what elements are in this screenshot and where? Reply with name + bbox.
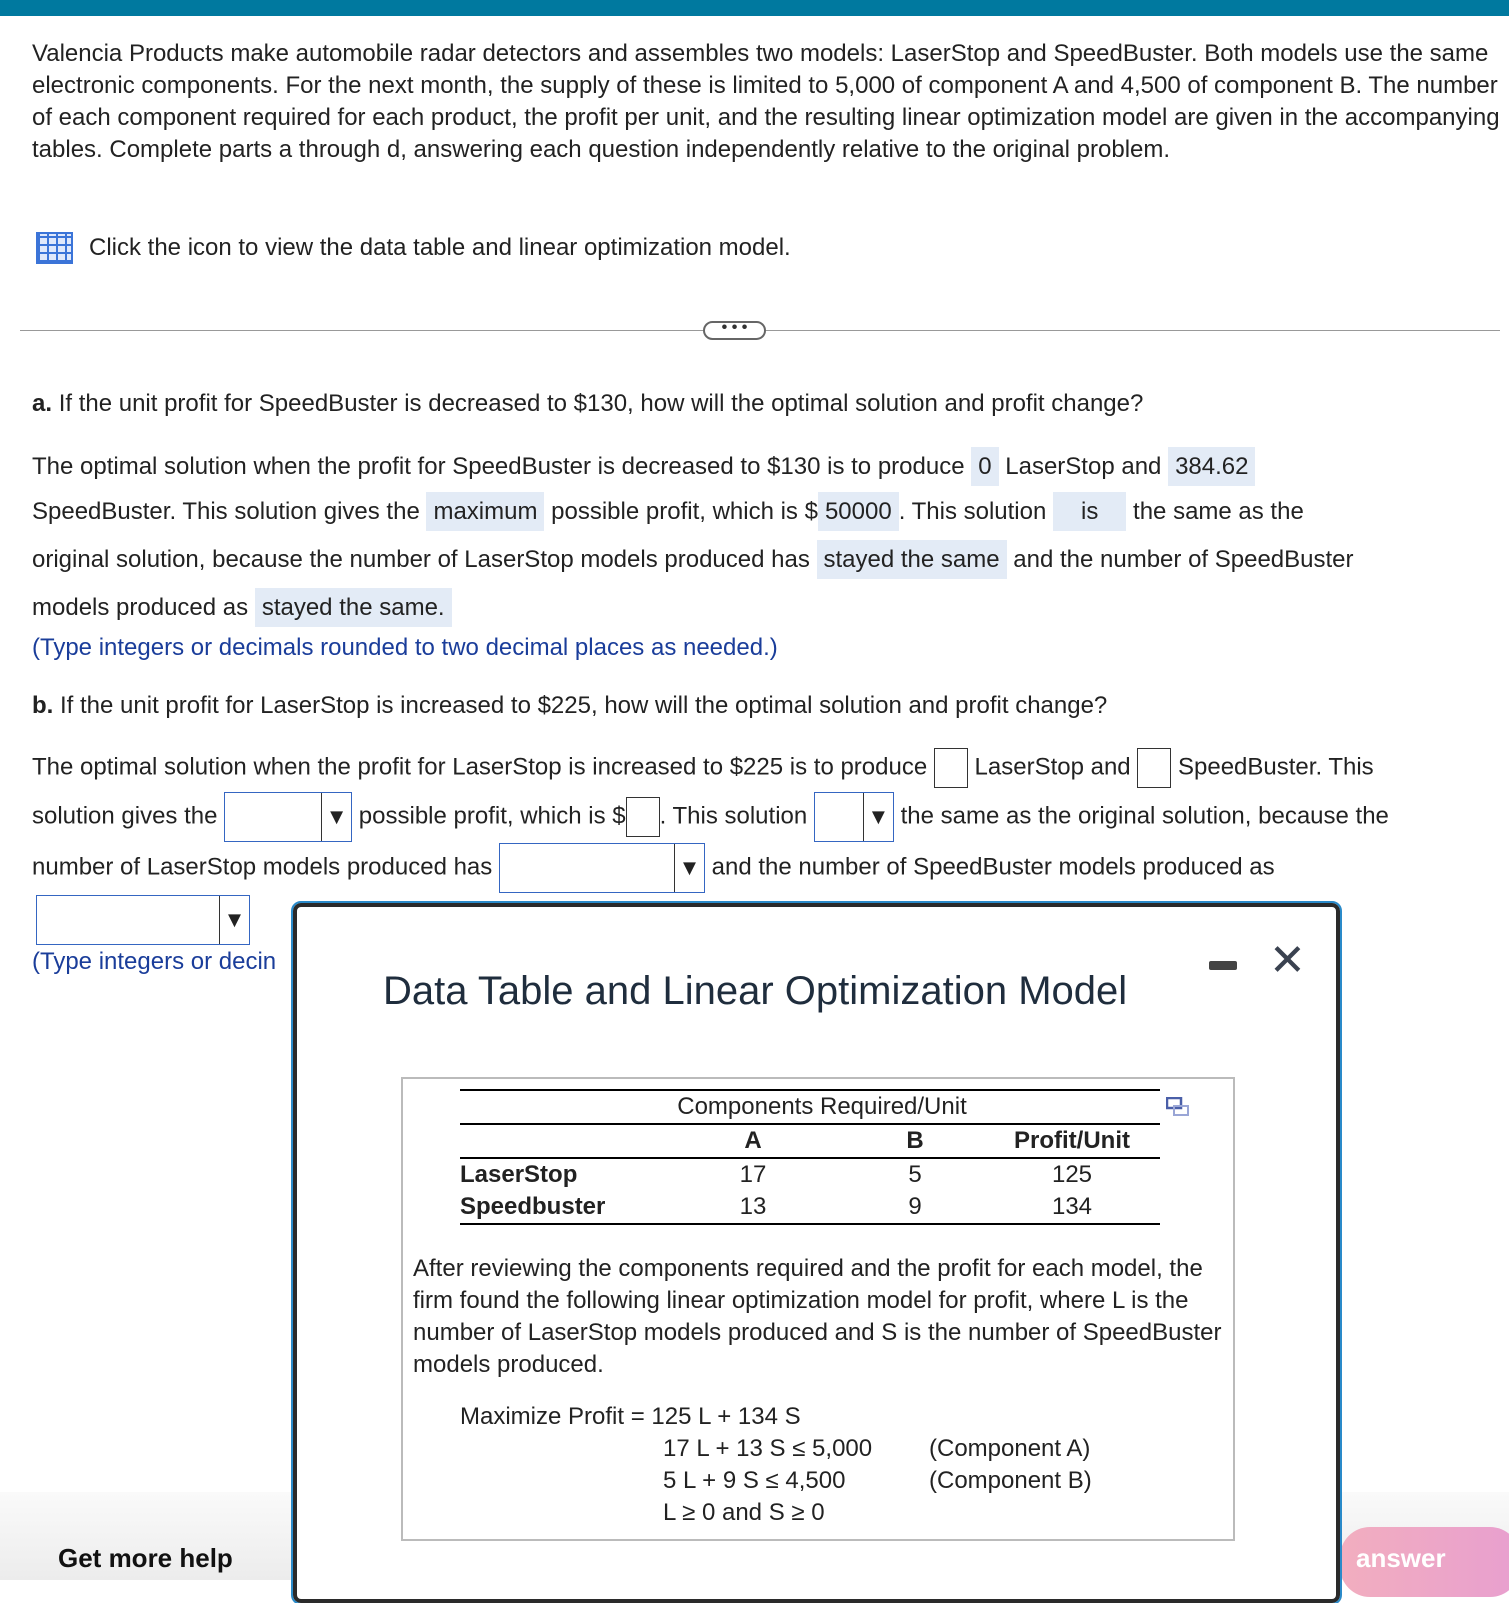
text: SpeedBuster. This solution gives the (32, 498, 420, 525)
dropdown-arrow-icon: ▼ (219, 896, 249, 944)
part-a-hint: (Type integers or decimals rounded to two decimal places as needed.) (32, 634, 778, 661)
cell: 134 (1051, 1193, 1093, 1220)
group-header: Components Required/Unit (677, 1093, 967, 1120)
problem-statement: Valencia Products make automobile radar detectors and assembles two models: LaserStop and SpeedBuster. Both models use the same electronic components. For the next month, the supply of these is limited to 5,000 of component A and 4,500 of component B. The number of each component required for each product, the profit per unit, and the resulting linear optimization model are given in the accompanying tables. Complete parts a through d, answering each question independently relative to the original problem. (32, 40, 1500, 163)
table-row (460, 1191, 1160, 1224)
objective: Maximize Profit = 125 L + 134 S (460, 1403, 801, 1430)
text: and the number of SpeedBuster (1013, 546, 1354, 573)
part-a-line-1 (32, 453, 1255, 481)
model-description: After reviewing the components required and the profit for each model, the firm found the following linear optimization model for profit, where L is the number of LaserStop models produced and S is the number of SpeedBuster models produced. (413, 1255, 1222, 1378)
text: models produced as (32, 594, 249, 621)
answer-change-laserstop[interactable]: stayed the same (817, 540, 1007, 579)
dropdown-arrow-icon: ▼ (321, 793, 351, 841)
answer-speedbuster[interactable]: 384.62 (1168, 447, 1255, 486)
constraint-note: (Component B) (929, 1467, 1092, 1494)
part-b-line-1 (32, 748, 1374, 788)
get-more-help-button[interactable]: Get more help (58, 1543, 233, 1573)
cell: 5 (908, 1161, 922, 1188)
modal-title: Data Table and Linear Optimization Model (383, 969, 1128, 1013)
max-min-dropdown[interactable] (224, 792, 352, 842)
answer-profit[interactable]: 50000 (818, 492, 899, 531)
part-b-question (32, 692, 1107, 720)
data-table-link[interactable] (36, 232, 791, 264)
answer-change-speedbuster[interactable]: stayed the same. (255, 588, 452, 627)
speedbuster-input[interactable] (1137, 748, 1171, 788)
profit-input[interactable] (626, 797, 660, 837)
col-header-a: A (744, 1127, 762, 1154)
expand-dots-button[interactable]: • • • (703, 321, 766, 340)
speedbuster-change-dropdown[interactable] (36, 895, 250, 945)
laserstop-change-dropdown[interactable] (499, 843, 705, 893)
part-b-question-text: If the unit profit for LaserStop is increased to $225, how will the optimal solution and profit change? (60, 692, 1108, 719)
cell: 125 (1051, 1161, 1093, 1188)
answer-is[interactable]: is (1053, 492, 1126, 531)
constraint: 5 L + 9 S ≤ 4,500 (663, 1467, 846, 1494)
text: the same as the original solution, because the (900, 802, 1389, 830)
text: LaserStop and (1005, 453, 1162, 480)
check-answer-button[interactable]: answer (1340, 1527, 1509, 1597)
answer-max-min[interactable]: maximum (426, 492, 544, 531)
copy-table-icon[interactable] (1166, 1097, 1190, 1117)
col-header-profit: Profit/Unit (1014, 1127, 1130, 1154)
table-grid-icon[interactable] (36, 232, 73, 264)
close-icon[interactable]: ✕ (1269, 936, 1306, 985)
part-a-line-3 (32, 546, 1354, 574)
row-label: LaserStop (460, 1161, 578, 1188)
text: and the number of SpeedBuster models produced as (711, 853, 1275, 881)
part-a-question (32, 390, 1143, 418)
part-b-label: b. (32, 692, 54, 719)
answer-laserstop[interactable]: 0 (971, 447, 998, 486)
laserstop-input[interactable] (934, 748, 968, 788)
data-table (460, 1089, 1160, 1225)
cell: 9 (908, 1193, 922, 1220)
cell: 17 (739, 1161, 767, 1188)
text: . This solution (659, 802, 808, 830)
col-header-b: B (906, 1127, 924, 1154)
text: The optimal solution when the profit for SpeedBuster is decreased to $130 is to produce (32, 453, 965, 480)
dropdown-arrow-icon: ▼ (674, 844, 704, 892)
text: possible profit, which is $ (358, 802, 626, 830)
data-table-modal (293, 903, 1340, 1603)
part-a-question-text: If the unit profit for SpeedBuster is decreased to $130, how will the optimal solution and profit change? (58, 390, 1144, 417)
text: SpeedBuster. This (1178, 753, 1374, 781)
text: the same as the (1133, 498, 1304, 525)
constraint: L ≥ 0 and S ≥ 0 (663, 1499, 825, 1526)
part-b-hint: (Type integers or decin (32, 948, 277, 975)
data-table-link-text: Click the icon to view the data table and linear optimization model. (89, 234, 791, 261)
text: original solution, because the number of LaserStop models produced has (32, 546, 810, 573)
text: number of LaserStop models produced has (32, 853, 493, 881)
part-a-label: a. (32, 390, 53, 417)
constraint-note: (Component A) (929, 1435, 1091, 1462)
cell: 13 (739, 1193, 767, 1220)
part-b-line-3 (32, 843, 1275, 893)
dropdown-arrow-icon: ▼ (863, 793, 893, 841)
top-bar (0, 0, 1509, 16)
constraint: 17 L + 13 S ≤ 5,000 (663, 1435, 873, 1462)
row-label: Speedbuster (460, 1193, 606, 1220)
table-row (460, 1158, 1160, 1191)
modal-content (401, 1077, 1235, 1541)
is-dropdown[interactable] (814, 792, 894, 842)
part-b-line-2 (32, 792, 1389, 842)
part-a-line-4 (32, 594, 452, 622)
minimize-icon[interactable] (1209, 961, 1237, 970)
text: The optimal solution when the profit for LaserStop is increased to $225 is to produce (32, 753, 928, 781)
text: solution gives the (32, 802, 218, 830)
part-a-line-2 (32, 498, 1304, 526)
text: . This solution (898, 498, 1047, 525)
text: possible profit, which is $ (551, 498, 818, 525)
text: LaserStop and (974, 753, 1131, 781)
